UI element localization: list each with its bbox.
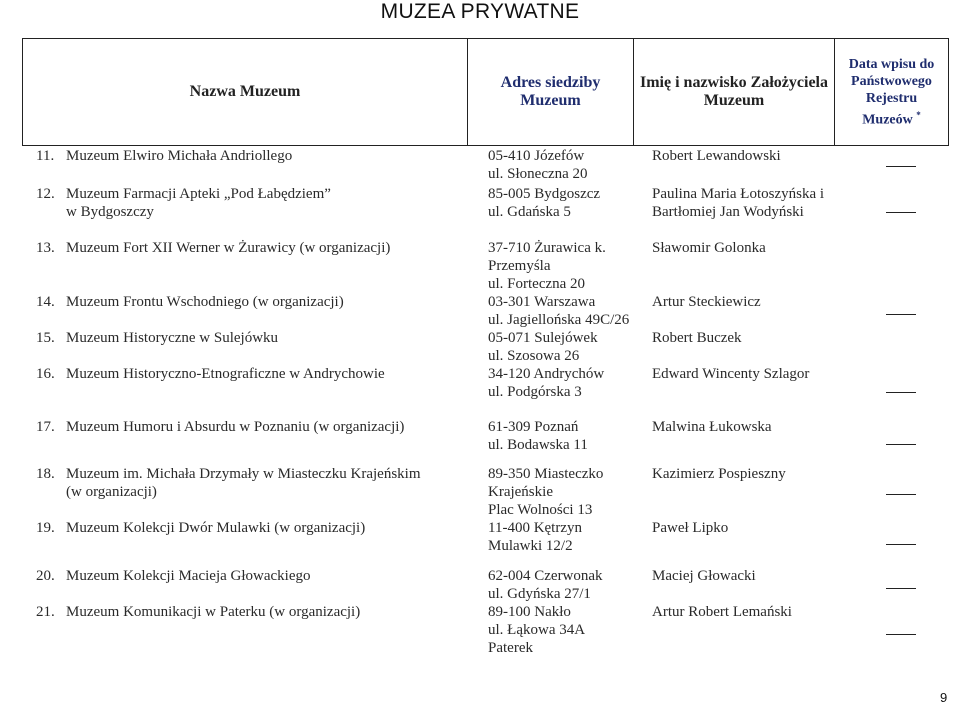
row-number: 17.	[36, 419, 55, 435]
register-dash	[886, 212, 916, 213]
museum-address: Mulawki 12/2	[488, 538, 573, 554]
museum-address: ul. Gdańska 5	[488, 204, 571, 220]
museum-name: Muzeum Historyczno-Etnograficzne w Andrychowie	[66, 366, 385, 382]
museum-address: 34-120 Andrychów	[488, 366, 605, 382]
museum-address: 05-071 Sulejówek	[488, 330, 598, 346]
row-number: 20.	[36, 568, 55, 584]
register-dash	[886, 166, 916, 167]
museum-name: w Bydgoszczy	[66, 204, 154, 220]
museum-address: ul. Jagiellońska 49C/26	[488, 312, 630, 328]
museum-address: Plac Wolności 13	[488, 502, 593, 518]
museum-name: Muzeum Farmacji Apteki „Pod Łabędziem”	[66, 186, 331, 202]
page-number: 9	[940, 690, 948, 705]
register-dash	[886, 314, 916, 315]
museum-founder: Sławomir Golonka	[652, 240, 766, 256]
museum-address: ul. Bodawska 11	[488, 437, 588, 453]
museum-founder: Edward Wincenty Szlagor	[652, 366, 810, 382]
register-dash	[886, 634, 916, 635]
museum-address: ul. Gdyńska 27/1	[488, 586, 591, 602]
register-dash	[886, 494, 916, 495]
row-number: 21.	[36, 604, 55, 620]
museum-address: Paterek	[488, 640, 533, 656]
museum-name: Muzeum im. Michała Drzymały w Miasteczku Krajeńskim	[66, 466, 421, 482]
museum-founder: Robert Buczek	[652, 330, 742, 346]
row-number: 18.	[36, 466, 55, 482]
museum-address: 05-410 Józefów	[488, 148, 585, 164]
row-number: 12.	[36, 186, 55, 202]
museum-address: 89-100 Nakło	[488, 604, 571, 620]
row-number: 15.	[36, 330, 55, 346]
row-number: 13.	[36, 240, 55, 256]
museum-name: Muzeum Elwiro Michała Andriollego	[66, 148, 293, 164]
museum-founder: Maciej Głowacki	[652, 568, 756, 584]
header-name: Nazwa Muzeum	[189, 83, 301, 100]
museum-name: Muzeum Historyczne w Sulejówku	[66, 330, 279, 346]
museum-name: Muzeum Humoru i Absurdu w Poznaniu (w organizacji)	[66, 419, 405, 435]
museum-name: Muzeum Kolekcji Dwór Mulawki (w organizacji)	[66, 520, 366, 536]
museum-founder: Artur Steckiewicz	[652, 294, 761, 310]
museum-address: ul. Podgórska 3	[488, 384, 582, 400]
header-register: Data wpisu do Państwowego Rejestru Muzeów *	[848, 56, 935, 128]
museum-founder: Robert Lewandowski	[652, 148, 781, 164]
museum-name: Muzeum Kolekcji Macieja Głowackiego	[66, 568, 311, 584]
museum-founder: Malwina Łukowska	[652, 419, 772, 435]
museum-founder: Bartłomiej Jan Wodyński	[652, 204, 804, 220]
header-founder: Imię i nazwisko Założyciela Muzeum	[640, 74, 828, 109]
row-number: 16.	[36, 366, 55, 382]
museum-address: ul. Łąkowa 34A	[488, 622, 586, 638]
museum-name: Muzeum Frontu Wschodniego (w organizacji)	[66, 294, 344, 310]
museum-founder: Paulina Maria Łotoszyńska i	[652, 186, 825, 202]
museum-address: 11-400 Kętrzyn	[488, 520, 582, 536]
row-number: 19.	[36, 520, 55, 536]
museum-founder: Paweł Lipko	[652, 520, 729, 536]
register-dash	[886, 444, 916, 445]
row-number: 11.	[36, 148, 55, 164]
register-dash	[886, 544, 916, 545]
header-table	[22, 38, 949, 146]
museum-name: Muzeum Fort XII Werner w Żurawicy (w organizacji)	[66, 240, 391, 256]
register-dash	[886, 392, 916, 393]
register-dash	[886, 588, 916, 589]
museum-address: Przemyśla	[488, 258, 551, 274]
museum-address: 61-309 Poznań	[488, 419, 579, 435]
museum-name: Muzeum Komunikacji w Paterku (w organizacji)	[66, 604, 361, 620]
museum-address: 89-350 Miasteczko	[488, 466, 604, 482]
museum-address: ul. Słoneczna 20	[488, 166, 588, 182]
museum-name: (w organizacji)	[66, 484, 157, 500]
museum-address: Krajeńskie	[488, 484, 553, 500]
museum-address: 37-710 Żurawica k.	[488, 240, 606, 256]
museum-address: 03-301 Warszawa	[488, 294, 596, 310]
page-title: MUZEA PRYWATNE	[380, 0, 580, 23]
header-address: Adres siedziby Muzeum	[500, 74, 601, 109]
museum-address: 85-005 Bydgoszcz	[488, 186, 601, 202]
museum-address: 62-004 Czerwonak	[488, 568, 603, 584]
row-number: 14.	[36, 294, 55, 310]
museum-address: ul. Forteczna 20	[488, 276, 586, 292]
museum-address: ul. Szosowa 26	[488, 348, 580, 364]
museum-founder: Artur Robert Lemański	[652, 604, 792, 620]
museum-founder: Kazimierz Pospieszny	[652, 466, 786, 482]
